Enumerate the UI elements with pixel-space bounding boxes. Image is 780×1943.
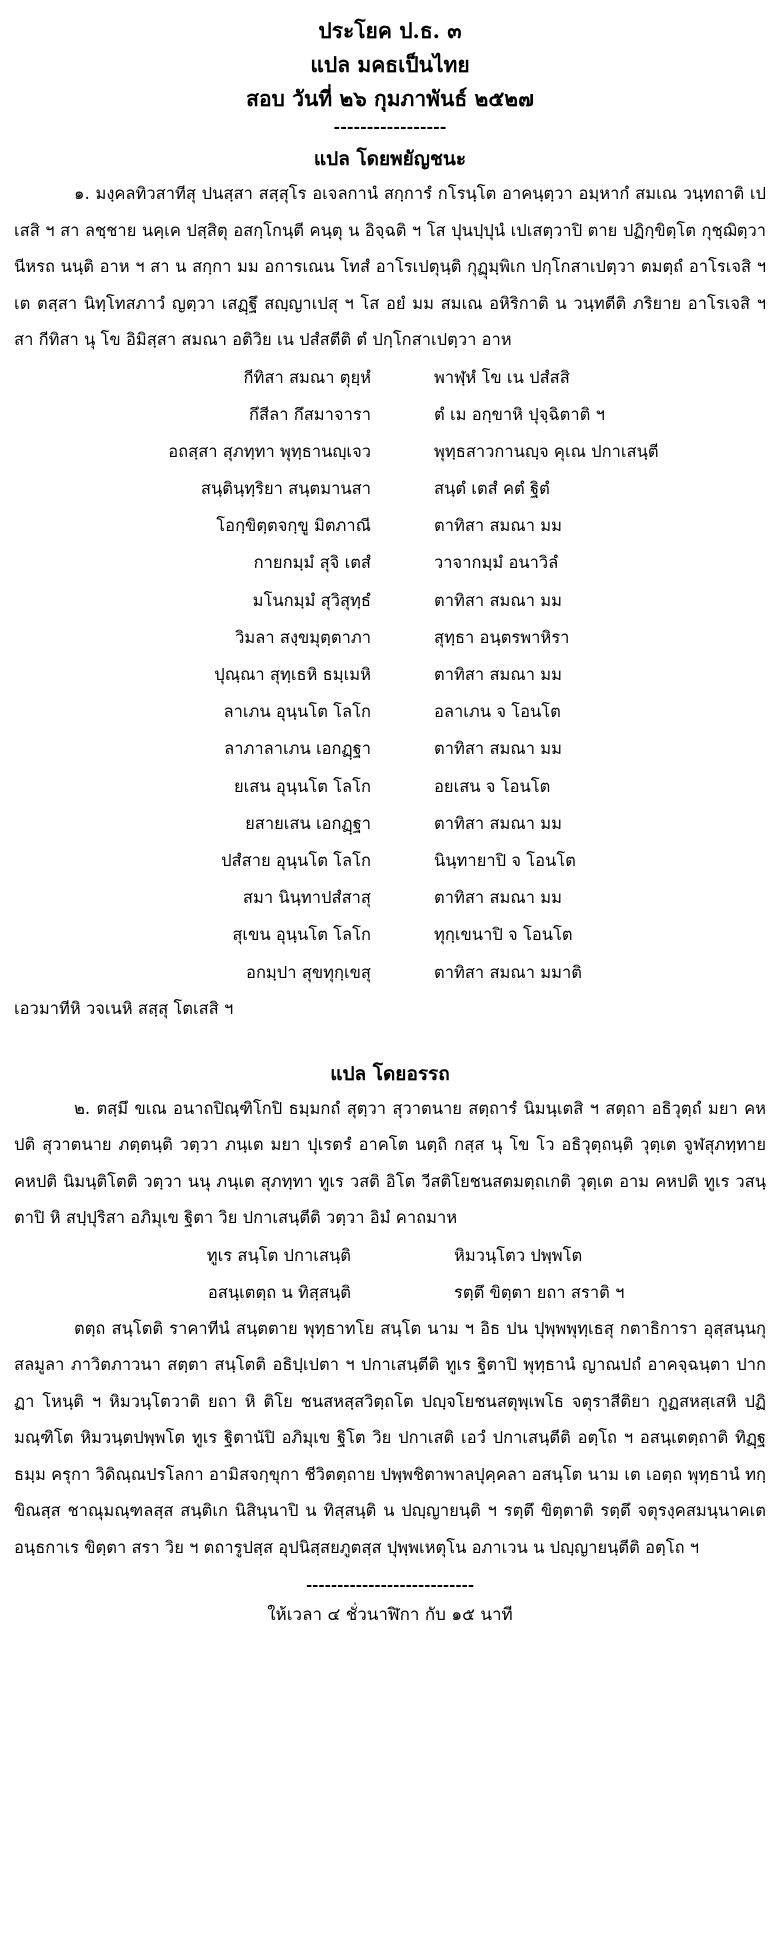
verse-right: วาจากมฺมํ อนาวิลํ (434, 553, 559, 573)
section2-title: แปล โดยอรรถ (330, 1062, 450, 1085)
verse-row (14, 842, 766, 879)
verse-left: ปสํสาย อุนฺนโต โลโก (221, 850, 371, 870)
verse-row (14, 1274, 766, 1311)
verse-row (14, 470, 766, 507)
verse-left: ปุณฺณา สุทฺเธหิ ธมฺเมหิ (214, 665, 371, 684)
verse-right: พุทฺธสาวกานญฺจ คุเณ ปกาเสนฺตี (434, 441, 659, 461)
exam-level-title: ประโยค ป.ธ. ๓ (318, 18, 462, 43)
verse-row (14, 954, 766, 991)
verse-left: มโนกมฺมํ สุวิสุทฺธํ (252, 590, 371, 610)
verse-row (14, 507, 766, 544)
verse-right: ตาทิสา สมณา มมาติ (434, 962, 582, 982)
section1-paragraph-text: ๑. มงฺคลทิวสาทีสุ ปนสฺสา สสฺสุโร อเจลกานํ สกฺการํ กโรนฺโต อาคนฺตฺวา อมฺหากํ สมเณ วนฺทถาติ เปเสสิ ฯ สา ลชฺชาย นคฺเค ปสฺสิตุ อสกฺโกนฺตี คนฺตุ น อิจฺฉติ ฯ โส ปุนปฺปุนํ เปเสตฺวาปิ ตาย ปฏิกฺขิตฺโต กุชฺฌิตฺวา นีหรถ นนฺติ อาห ฯ สา น สกฺกา มม อการเณน โทสํ อาโรเปตุนฺติ กุฏุมฺพิเก ปกฺโกสาเปตฺวา ตมตฺถํ อาโรเจสิ ฯ เต ตสฺสา นิทฺโทสภาวํ ญตฺวา เสฏฺฐึ สญฺญาเปสุ ฯ โส อยํ มม สมเณ อหิริกาติ น วนฺทตีติ ภริยาย อาโรเจสิ ฯ สา กีทิสา นุ โข อิมิสฺสา สมณา อติวิย เน ปสํสตีติ ตํ ปกฺโกสาเปตฺวา อาห (14, 184, 766, 349)
section2-paragraph1-text: ๒. ตสฺมึ ขเณ อนาถปิณฺฑิโกปิ ธมฺมกถํ สุตฺวา สุวาตนาย สตฺถารํ นิมนฺเตสิ ฯ สตฺถา อธิวุตฺถํ มยา คหปติ สุวาตนาย ภตฺตนฺติ วตฺวา ภนฺเต มยา ปุเรตรํ อาคโต นตฺถิ กสฺส นุ โข โว อธิวุตฺถนฺติ วุตฺเต จูฬสุภทฺทาย คหปติ นิมนฺติโตติ วตฺวา นนุ ภนฺเต สุภทฺทา ทูเร วสติ อิโต วีสติโยชนสตมตฺถเกติ วุตฺเต อาม คหปติ ทูเร วสนฺตาปิ หิ สปฺปุริสา อภิมุเข ฐิตา วิย ปกาเสนฺตีติ วตฺวา อิมํ คาถมาห (14, 1098, 766, 1228)
verse-left: อสนฺเตตฺถ น ทิสฺสนฺติ (207, 1282, 351, 1302)
verse-right: ตาทิสา สมณา มม (434, 813, 562, 833)
section1-title: แปล โดยพยัญชนะ (313, 148, 467, 170)
verse-row (14, 693, 766, 730)
section2-paragraph2-text: ตตฺถ สนฺโตติ ราคาทีนํ สนฺตตาย พุทฺธาทโย สนฺโต นาม ฯ อิธ ปน ปุพฺพพุทฺเธสุ กตาธิการา อุสฺสนฺนกุสลมูลา ภาวิตภาวนา สตฺตา สนฺโตติ อธิปฺเปตา ฯ ปกาเสนฺตีติ ทูเร ฐิตาปิ พุทฺธานํ ญาณปถํ อาคจฺฉนฺตา ปากฏา โหนฺติ ฯ หิมวนฺโตวาติ ยถา หิ ติโย ชนสหสฺสวิตฺถโต ปญฺจโยชนสตุพฺเพโธ จตุราสีติยา กูฏสหสฺเสหิ ปฏิมณฺฑิโต หิมวนฺตปพฺพโต ทูเร ฐิตานัปิ อภิมุเข ฐิโต วิย ปกาเสติ เอวํ ปกาเสนฺตีติ อตฺโถ ฯ อสนฺเตตฺถาติ ทิฏฺฐธมฺม ครุกา วิดิณฺณปรโลกา อามิสจกฺขุกา ชีวิตตฺถาย ปพฺพชิตาพาลปุคฺคลา อสนฺโต นาม เต เอตฺถ พุทฺธานํ ทกฺขิณสฺส ชาณุมณฺฑลสฺส สนฺติเก นิสินฺนาปิ น ทิสฺสนฺติ น ปญฺญายนฺติ ฯ รตฺตึ ขิตฺตาติ รตฺตึ จตุรงฺคสมนฺนาคเต อนฺธกาเร ขิตฺตา สรา วิย ฯ ตถารูปสฺส อุปนิสฺสยภูตสฺส ปุพฺพเหตุโน อภาเวน น ปญฺญายนฺตีติ อตฺโถ ฯ (14, 1318, 766, 1557)
verse-right: อลาเภน จ โอนโต (434, 702, 561, 722)
verse-left: สุเขน อุนฺนโต โลโก (232, 925, 371, 945)
verse-row (14, 396, 766, 433)
exam-date-title: สอบ วันที่ ๒๖ กุมภาพันธ์ ๒๕๒๗ (246, 86, 534, 111)
verse-right: สุทฺธา อนฺตรพาหิรา (434, 627, 570, 647)
verse-left: ลาภาลาเภน เอกฏฺฐา (224, 739, 371, 759)
verse-left: โอกฺขิตฺตจกฺขู มิตภาณี (216, 516, 371, 536)
exam-time-allowed: ให้เวลา ๔ ชั่วนาฬิกา กับ ๑๕ นาที (267, 1605, 513, 1626)
verse-right: รตฺตึ ขิตฺตา ยถา สราติ ฯ (454, 1282, 625, 1302)
verse-left: กึสีลา กึสมาจารา (249, 404, 371, 424)
verse-right: ตาทิสา สมณา มม (434, 665, 562, 684)
verse-row (14, 768, 766, 805)
verse-right: ตํ เม อกฺขาหิ ปุจฺฉิตาติ ฯ (434, 404, 605, 424)
verse-left: วิมลา สงฺขมุตฺตาภา (235, 627, 371, 647)
verse-right: ตาทิสา สมณา มม (434, 739, 562, 759)
section2-paragraph1 (14, 1091, 766, 1237)
verse-right: พาฬฺหํ โข เน ปสํสสิ (434, 367, 570, 387)
verse-left: สนฺตินฺทฺริยา สนฺตมานสา (200, 479, 371, 499)
verse-left: สมา นินฺทาปสํสาสุ (242, 888, 371, 908)
verse-row (14, 730, 766, 767)
verse-row (14, 619, 766, 656)
verse-row (14, 544, 766, 581)
verse-left: ทูเร สนฺโต ปกาเสนฺติ (206, 1245, 351, 1265)
verse-row (14, 656, 766, 693)
section1-closing: เอวมาทีหิ วจเนหิ สสฺสุ โตเสสิ ฯ (14, 998, 234, 1018)
section2-paragraph2 (14, 1311, 766, 1567)
verse-row (14, 359, 766, 396)
verse-right: อยเสน จ โอนโต (434, 776, 551, 796)
verse-row (14, 879, 766, 916)
verse-row (14, 1237, 766, 1274)
verse-row (14, 805, 766, 842)
verse-left: ยสายเสน เอกฏฺฐา (245, 813, 371, 833)
verse-right: ทุกฺเขนาปิ จ โอนโต (434, 925, 573, 945)
header-separator: ----------------- (333, 117, 447, 136)
section2-verse (14, 1237, 766, 1311)
verse-row (14, 916, 766, 953)
verse-row (14, 582, 766, 619)
section1-verse (14, 359, 766, 991)
verse-right: นินฺทายาปิ จ โอนโต (434, 850, 576, 870)
verse-right: หิมวนฺโตว ปพฺพโต (454, 1245, 583, 1265)
verse-row (14, 433, 766, 470)
exam-subject-title: แปล มคธเป็นไทย (310, 52, 470, 77)
verse-left: กีทิสา สมณา ตุยฺหํ (243, 367, 371, 387)
verse-left: อถสฺสา สุภทฺทา พุทฺธานญฺเจว (168, 441, 371, 461)
section1-paragraph (14, 176, 766, 359)
verse-right: ตาทิสา สมณา มม (434, 516, 562, 536)
verse-left: ลาเภน อุนฺนโต โลโก (223, 702, 371, 722)
verse-left: อกมฺปา สุขทุกฺเขสุ (246, 962, 371, 982)
verse-left: กายกมฺมํ สุจิ เตสํ (253, 553, 371, 573)
verse-right: ตาทิสา สมณา มม (434, 888, 562, 908)
verse-left: ยเสน อุนฺนโต โลโก (233, 776, 371, 796)
footer-separator: --------------------------- (305, 1576, 475, 1595)
verse-right: สนฺตํ เตสํ คตํ ฐิตํ (434, 479, 550, 499)
verse-right: ตาทิสา สมณา มม (434, 590, 562, 610)
